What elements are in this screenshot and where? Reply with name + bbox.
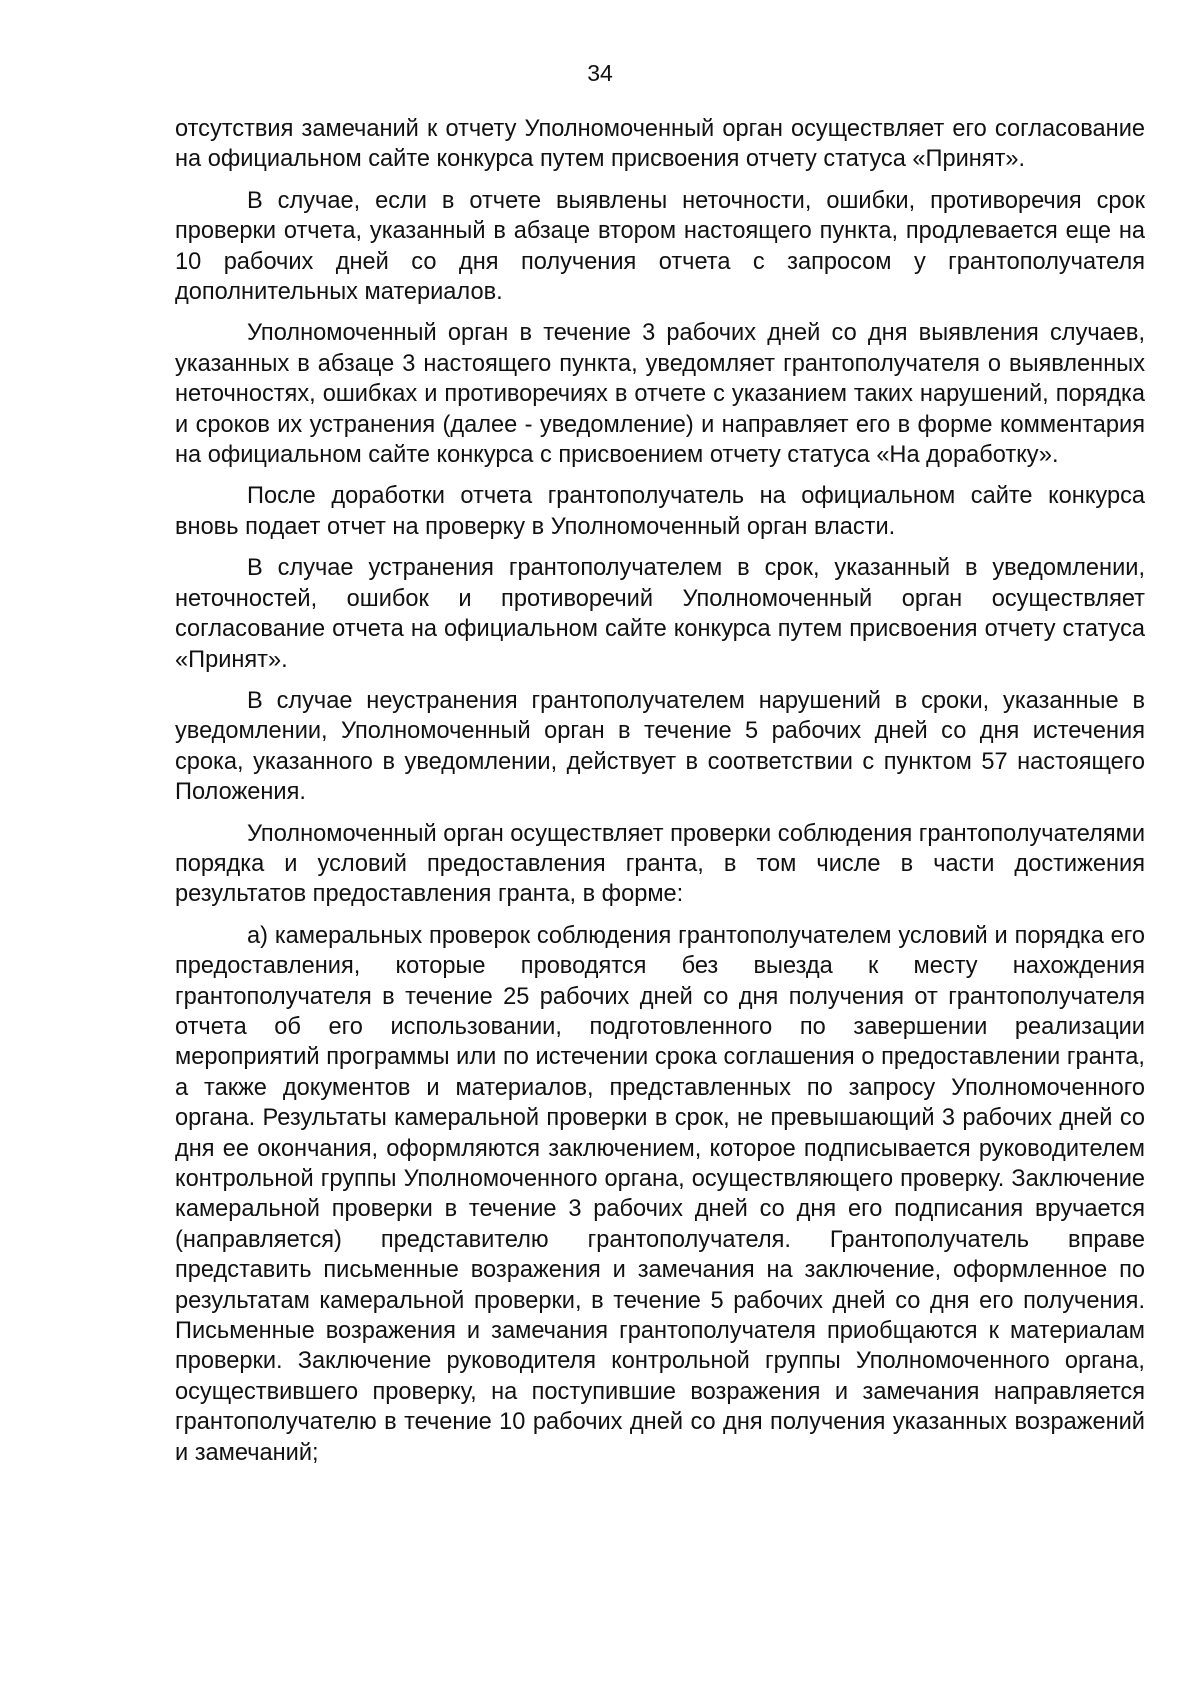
paragraph-5: В случае устранения грантополучателем в срок, указанный в уведомлении, неточностей, ошибок и противоречий Уполномоченный орган осуществляет согласование отчета на официальном сайте конкурса путем присвоения отчету статуса «Принят». — [175, 555, 1145, 673]
page-number: 34 — [587, 60, 613, 86]
paragraph-8: а) камеральных проверок соблюдения грантополучателем условий и порядка его предоставления, которые проводятся без выезда к месту нахождения грантополучателя в течение 25 рабочих дней со дня получения от грантополучателя отчета об его использовании, подготовленного по завершении реализации мероприятий программы или по истечении срока соглашения о предоставлении гранта, а также документов и материалов, представленных по запросу Уполномоченного органа. Результаты камеральной проверки в срок, не превышающий 3 рабочих дней со дня ее окончания, оформляются заключением, которое подписывается руководителем контрольной группы Уполномоченного органа, осуществляющего проверку. Заключение камеральной проверки в течение 3 рабочих дней со дня его подписания вручается (направляется) представителю грантополучателя. Грантополучатель вправе представить письменные возражения и замечания на заключение, оформленное по результатам камеральной проверки, в течение 5 рабочих дней со дня его получения. Письменные возражения и замечания грантополучателя приобщаются к материалам проверки. Заключение руководителя контрольной группы Уполномоченного органа, осуществившего проверку, на поступившие возражения и замечания направляется грантополучателю в течение 10 рабочих дней со дня получения указанных возражений и замечаний; — [175, 922, 1145, 1466]
document-body — [175, 114, 1145, 1479]
paragraph-1: отсутствия замечаний к отчету Уполномоченный орган осуществляет его согласование на официальном сайте конкурса путем присвоения отчету статуса «Принят». — [175, 116, 1145, 173]
paragraph-6: В случае неустранения грантополучателем нарушений в сроки, указанные в уведомлении, Уполномоченный орган в течение 5 рабочих дней со дня истечения срока, указанного в уведомлении, действует в соответствии с пунктом 57 настоящего Положения. — [175, 687, 1145, 806]
paragraph-7: Уполномоченный орган осуществляет проверки соблюдения грантополучателями порядка и условий предоставления гранта, в том числе в части достижения результатов предоставления гранта, в форме: — [175, 820, 1145, 908]
paragraph-2: В случае, если в отчете выявлены неточности, ошибки, противоречия срок проверки отчета, указанный в абзаце втором настоящего пункта, продлевается еще на 10 рабочих дней со дня получения отчета с запросом у грантополучателя дополнительных материалов. — [175, 187, 1145, 306]
paragraph-3: Уполномоченный орган в течение 3 рабочих дней со дня выявления случаев, указанных в абзаце 3 настоящего пункта, уведомляет грантополучателя о выявленных неточностях, ошибках и противоречиях в отчете с указанием таких нарушений, порядка и сроков их устранения (далее - уведомление) и направляет его в форме комментария на официальном сайте конкурса с присвоением отчету статуса «На доработку». — [175, 320, 1145, 469]
paragraph-4: После доработки отчета грантополучатель на официальном сайте конкурса вновь подает отчет на проверку в Уполномоченный орган власти. — [175, 483, 1145, 540]
